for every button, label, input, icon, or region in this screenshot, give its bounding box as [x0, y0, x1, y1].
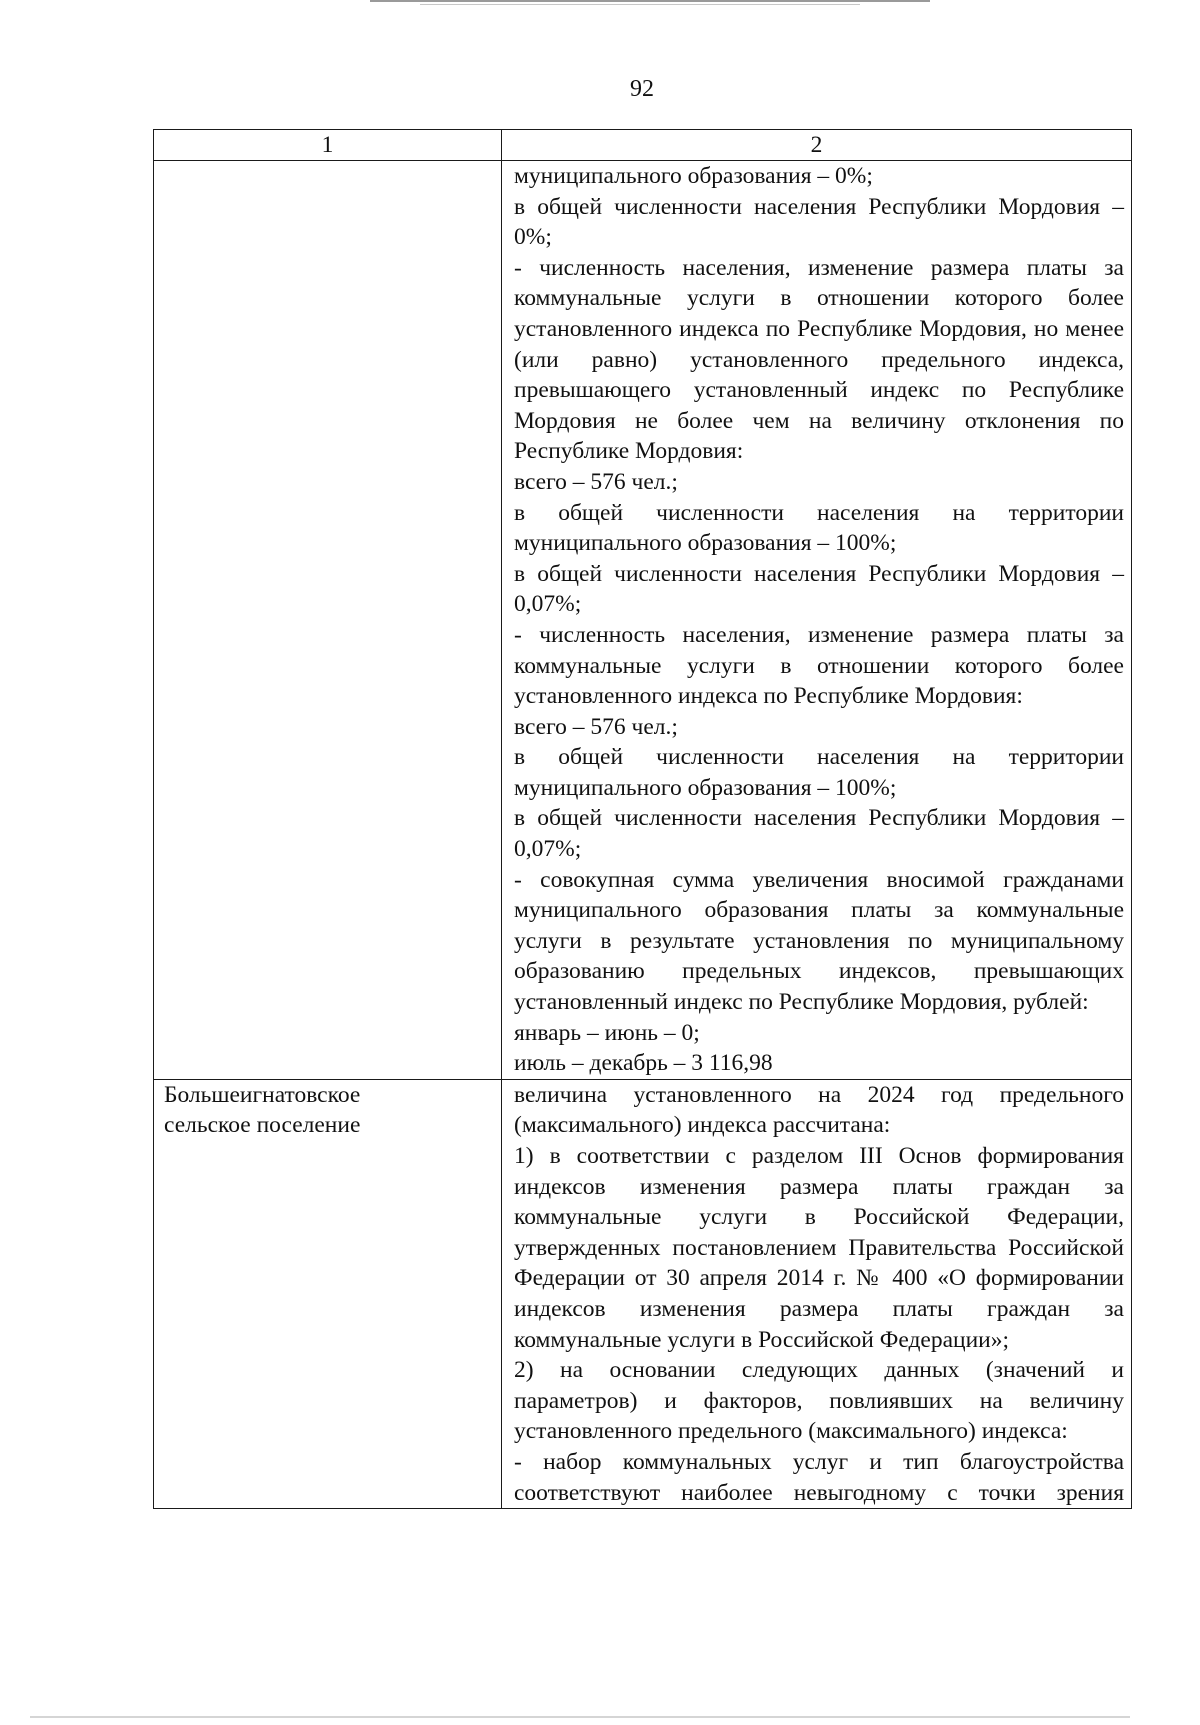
top-edge-rule [370, 0, 930, 2]
document-table [153, 129, 1132, 1509]
row-2-description-cell [502, 1079, 1132, 1508]
table-header-col-1: 1 [154, 130, 502, 161]
top-edge-rule-secondary [420, 4, 860, 5]
table-row [154, 161, 1132, 1080]
row-1-para: муниципального образования – 0%; [514, 163, 873, 189]
row-1-para: в общей численности населения на территории муниципального образования – 100%; [514, 744, 1124, 801]
row-2-para: величина установленного на 2024 год предельного (максимального) индекса рассчитана: [514, 1081, 1124, 1139]
row-1-para: всего – 576 чел.; [514, 713, 678, 740]
row-1-para: всего – 576 чел.; [514, 468, 678, 495]
row-1-para: июль – декабрь – 3 116,98 [514, 1050, 773, 1077]
municipality-name-line: Большеигнатовское [164, 1081, 361, 1108]
row-2-para: - набор коммунальных услуг и тип благоустройства соответствуют наиболее невыгодному с точки зрения [514, 1448, 1124, 1506]
row-1-para: в общей численности населения на территории муниципального образования – 100%; [514, 499, 1124, 557]
row-1-para: - численность населения, изменение размера платы за коммунальные услуги в отношении которого более установленного индекса по Республике Мордовия: [514, 621, 1124, 710]
row-1-para: в общей численности населения Республики Мордовия – 0,07%; [514, 805, 1124, 863]
page-number: 92 [630, 76, 654, 102]
bottom-edge-rule [30, 1716, 1130, 1718]
table-header-row [154, 130, 1132, 161]
row-2-para: 2) на основании следующих данных (значений и параметров) и факторов, повлиявших на величину установленного предельного (максимального) индекса: [514, 1357, 1124, 1445]
row-1-para: в общей численности населения Республики Мордовия – 0,07%; [514, 560, 1124, 618]
row-2-para: 1) в соответствии с разделом III Основ формирования индексов изменения размера платы граждан за коммунальные услуги в Российской Федерации, утвержденных постановлением Правительства Российской Федерации от 30 апреля 2014 г. № 400 «О формировании индексов изменения размера платы граждан за коммунальные услуги в Российской Федерации»; [514, 1143, 1124, 1353]
row-1-description-cell [502, 161, 1132, 1080]
row-2-municipality-cell [154, 1079, 502, 1508]
row-1-para: январь – июнь – 0; [514, 1019, 700, 1046]
row-1-para: в общей численности населения Республики Мордовия – 0%; [514, 193, 1124, 251]
row-1-para: - численность населения, изменение размера платы за коммунальные услуги в отношении которого более установленного индекса по Республике Мордовия, но менее (или равно) установленного предельного индекса, превышающего установленный индекс по Республике Мордовия не более чем на величину отклонения по Республике Мордовия: [514, 254, 1124, 465]
table-header-col-2: 2 [502, 130, 1132, 161]
row-1-municipality-cell [154, 161, 502, 1080]
row-1-para: - совокупная сумма увеличения вносимой гражданами муниципального образования платы за коммунальные услуги в результате установления по муниципальному образованию предельных индексов, превышающих установленный индекс по Республике Мордовия, рублей: [514, 866, 1124, 1016]
municipality-name-line: сельское поселение [164, 1112, 361, 1139]
table-row [154, 1079, 1132, 1508]
